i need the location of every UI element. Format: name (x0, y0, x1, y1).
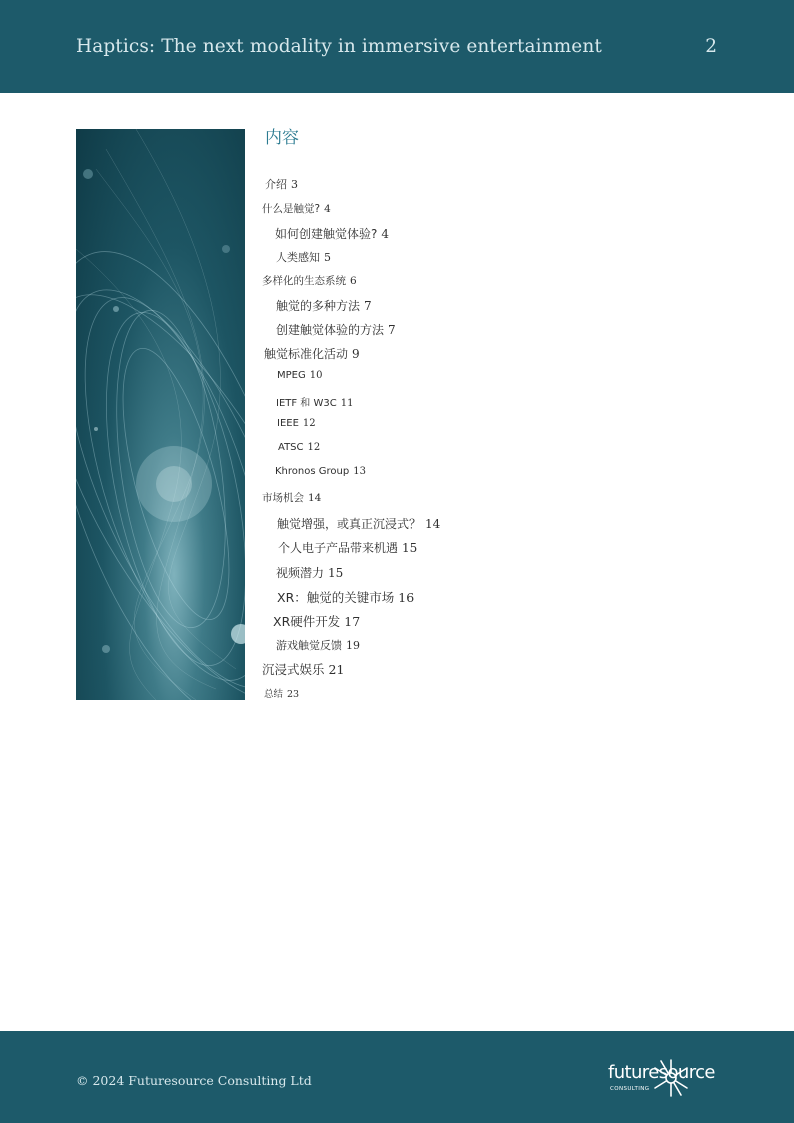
toc-entry-page: 15 (402, 541, 418, 555)
toc-entry-label: IETF 和 W3C (276, 398, 337, 409)
document-title: Haptics: The next modality in immersive entertainment (76, 36, 602, 57)
toc-entry-label: 人类感知 (276, 251, 320, 264)
toc-entry-label: Khronos Group (275, 466, 350, 477)
copyright-text: © 2024 Futuresource Consulting Ltd (76, 1073, 312, 1088)
toc-entry-label: XR硬件开发 (273, 614, 341, 629)
toc-entry-page: 7 (388, 323, 396, 337)
toc-entry-label: 视频潜力 (276, 566, 325, 580)
toc-entry-label: ATSC (278, 442, 304, 453)
page-footer (0, 1031, 794, 1123)
toc-entry-page: 6 (350, 275, 357, 287)
toc-entry-page: 23 (287, 689, 300, 700)
toc-entry-label: XR：触觉的关键市场 (277, 590, 395, 605)
toc-entry-page: 19 (346, 639, 360, 652)
toc-entry-page: 21 (328, 662, 345, 677)
toc-entry-page: 12 (302, 418, 316, 429)
toc-entry-label: 介绍 (265, 178, 287, 191)
toc-entry-label: 沉浸式娱乐 (262, 662, 325, 677)
toc-entry-label: 多样化的生态系统 (262, 275, 346, 287)
toc-entry-label: 触觉的多种方法 (276, 299, 361, 313)
toc-entry-label: 什么是触觉? (262, 203, 321, 215)
toc-entry-page: 14 (308, 492, 322, 504)
toc-entry-page: 4 (381, 227, 390, 241)
toc-entry-page: 10 (309, 370, 323, 381)
toc-entry-label: 总结 (264, 689, 284, 700)
toc-entry-page: 4 (324, 203, 331, 215)
toc-entry-page: 5 (324, 251, 331, 264)
toc-entry-label: 个人电子产品带来机遇 (278, 541, 399, 555)
toc-entry-page: 16 (398, 590, 415, 605)
logo-wordmark: futuresource (608, 1062, 715, 1083)
swirl-graphic (76, 129, 245, 700)
page-header (0, 0, 794, 93)
toc-heading: 内容 (265, 128, 299, 148)
toc-entry-page: 17 (344, 614, 361, 629)
toc-entry-label: IEEE (277, 418, 299, 429)
toc-entry-page: 7 (364, 299, 372, 313)
toc-entry-label: 市场机会 (262, 492, 304, 504)
toc-entry-page: 12 (307, 442, 321, 453)
toc-entry-label: 触觉标准化活动 (264, 347, 349, 361)
toc-entry-page: 14 (425, 517, 441, 531)
toc-entry-page: 9 (352, 347, 360, 361)
futuresource-logo (608, 1058, 718, 1098)
page-number: 2 (705, 36, 717, 57)
toc-entry-page: 15 (328, 566, 344, 580)
toc-entry-page: 11 (340, 398, 354, 409)
toc-entry-label: MPEG (277, 370, 306, 381)
toc-entry-page: 3 (291, 178, 298, 191)
toc-entry-label: 触觉增强，或真正沉浸式？ (277, 517, 422, 531)
toc-entry-label: 如何创建触觉体验? (275, 227, 378, 241)
logo-subtext: CONSULTING (610, 1086, 650, 1092)
toc-entry-label: 创建触觉体验的方法 (276, 323, 385, 337)
decorative-swirl-image (76, 129, 245, 700)
toc-entry-label: 游戏触觉反馈 (276, 639, 342, 652)
toc-entry-page: 13 (353, 466, 366, 477)
